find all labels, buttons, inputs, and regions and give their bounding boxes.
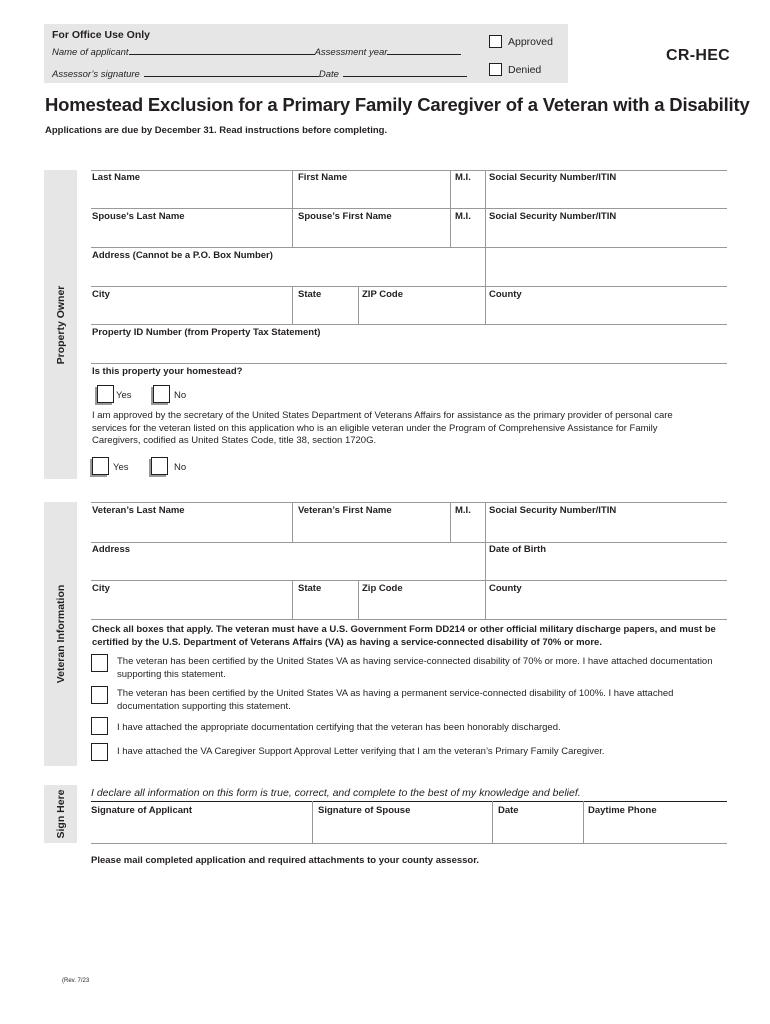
office-signature-line — [52, 67, 467, 80]
veteran-row1-top-rule — [91, 502, 727, 503]
declaration-statement: I declare all information on this form is true, correct, and complete to the best of my knowledge and belief. — [91, 787, 581, 799]
signature-date-label: Date — [498, 805, 519, 816]
owner-row2-top-rule — [91, 208, 727, 209]
veteran-row3-divider — [358, 580, 359, 619]
veteran-zip-code-label: Zip Code — [362, 583, 403, 594]
spouse-ssn-label: Social Security Number/ITIN — [489, 211, 617, 222]
owner-row1-divider — [292, 170, 293, 208]
caregiver-approval-paragraph: I am approved by the secretary of the United States Department of Veterans Affairs for assistance as the primary provider of personal care services for the veteran listed on this application who is an eligible veteran under the Program of Comprehensive Assistance for Family Caregivers, codified as United States Code, title 38, section 1720G. — [92, 410, 673, 446]
owner-row3-top-rule — [91, 247, 727, 248]
homestead-no-checkbox[interactable] — [153, 385, 170, 403]
assessor-signature-label: Assessor’s signature — [52, 69, 140, 80]
disability-100-option: The veteran has been certified by the United States VA as having a permanent service-connected disability of 100%. I have attached documentation supporting this statement. — [117, 688, 674, 712]
veteran-row3-top-rule — [91, 580, 727, 581]
owner-row4-divider — [292, 286, 293, 324]
owner-row4-top-rule — [91, 286, 727, 287]
veteran-row3-divider — [485, 580, 486, 619]
spouse-signature-label: Signature of Spouse — [318, 805, 411, 816]
spouse-first-name-label: Spouse’s First Name — [298, 211, 392, 222]
assessor-signature-field[interactable] — [144, 67, 319, 77]
approved-checkbox[interactable] — [489, 35, 502, 48]
applicant-signature-label: Signature of Applicant — [91, 805, 192, 816]
homestead-no-label: No — [174, 390, 187, 401]
owner-row2-divider — [450, 208, 451, 248]
caregiver-letter-option: I have attached the VA Caregiver Support Approval Letter verifying that I am the veteran’s Primary Family Caregiver. — [117, 746, 605, 757]
office-date-label: Date — [318, 69, 339, 80]
veteran-row1-divider — [450, 502, 451, 542]
form-code: CR-HEC — [666, 47, 731, 64]
county-label: County — [489, 289, 522, 300]
address-label: Address (Cannot be a P.O. Box Number) — [92, 250, 273, 261]
veteran-last-name-label: Veteran’s Last Name — [92, 505, 185, 516]
veteran-county-label: County — [489, 583, 522, 594]
owner-row4-divider — [358, 286, 359, 324]
state-label: State — [298, 289, 322, 300]
office-name-line — [52, 45, 461, 58]
veteran-section-label: Veteran Information — [54, 584, 67, 684]
denied-label: Denied — [508, 64, 542, 76]
homestead-top-rule — [91, 363, 727, 364]
signature-divider — [492, 801, 493, 843]
veteran-instructions: Check all boxes that apply. The veteran must have a U.S. Government Form DD214 or other official military discharge papers, and must be certified by the U.S. Department of Veterans Affairs (VA) as having a service-connected disability of 70% or more. — [92, 624, 716, 648]
signature-divider — [583, 801, 584, 843]
spouse-middle-initial-label: M.I. — [455, 211, 471, 222]
caregiver-yes-label: Yes — [113, 462, 129, 473]
veteran-state-label: State — [298, 583, 322, 594]
veteran-row2-divider — [485, 542, 486, 580]
owner-row1-top-rule — [91, 170, 727, 171]
owner-row5-top-rule — [91, 324, 727, 325]
date-of-birth-label: Date of Birth — [489, 544, 546, 555]
office-use-title: For Office Use Only — [52, 29, 151, 41]
property-owner-section-label: Property Owner — [54, 285, 67, 364]
assessment-year-field[interactable] — [387, 45, 461, 55]
owner-row1-divider — [485, 170, 486, 208]
owner-row2-divider — [485, 208, 486, 248]
page-subtitle: Applications are due by December 31. Read instructions before completing. — [45, 125, 388, 136]
veteran-sidebar — [44, 502, 77, 766]
veteran-ssn-label: Social Security Number/ITIN — [489, 505, 617, 516]
caregiver-letter-checkbox[interactable] — [91, 743, 108, 761]
zip-code-label: ZIP Code — [362, 289, 403, 300]
veteran-row2-top-rule — [91, 542, 727, 543]
veteran-row3-bottom-rule — [91, 619, 727, 620]
last-name-label: Last Name — [92, 172, 141, 183]
owner-row3-divider — [485, 247, 486, 286]
city-label: City — [92, 289, 110, 300]
veteran-first-name-label: Veteran’s First Name — [298, 505, 392, 516]
caregiver-yes-checkbox[interactable] — [92, 457, 109, 475]
veteran-address-label: Address — [92, 544, 131, 555]
ssn-label: Social Security Number/ITIN — [489, 172, 617, 183]
signature-divider — [312, 801, 313, 843]
name-of-applicant-label: Name of applicant — [52, 47, 129, 58]
sign-here-section-label: Sign Here — [54, 789, 67, 839]
approved-label: Approved — [508, 36, 553, 48]
caregiver-no-label: No — [174, 462, 187, 473]
owner-row1-divider — [450, 170, 451, 208]
homestead-question: Is this property your homestead? — [92, 366, 243, 377]
revision-note: (Rev. 7/23 — [62, 978, 90, 984]
denied-checkbox[interactable] — [489, 63, 502, 76]
veteran-row3-divider — [292, 580, 293, 619]
honorable-discharge-option: I have attached the appropriate documentation certifying that the veteran has been honorably discharged. — [117, 722, 561, 733]
disability-100-checkbox[interactable] — [91, 686, 108, 704]
spouse-last-name-label: Spouse’s Last Name — [92, 211, 185, 222]
veteran-row1-divider — [485, 502, 486, 542]
property-owner-sidebar — [44, 170, 77, 479]
signature-bottom-rule — [91, 843, 727, 844]
disability-70-checkbox[interactable] — [91, 654, 108, 672]
veteran-city-label: City — [92, 583, 110, 594]
homestead-yes-checkbox[interactable] — [97, 385, 114, 403]
daytime-phone-label: Daytime Phone — [588, 805, 657, 816]
disability-70-option: The veteran has been certified by the United States VA as having service-connected disability of 70% or more. I have attached documentation supporting this statement. — [117, 656, 713, 680]
name-of-applicant-field[interactable] — [129, 45, 315, 55]
honorable-discharge-checkbox[interactable] — [91, 717, 108, 735]
sign-here-sidebar — [44, 785, 77, 843]
veteran-row1-divider — [292, 502, 293, 542]
middle-initial-label: M.I. — [455, 172, 471, 183]
mail-instructions: Please mail completed application and required attachments to your county assessor. — [91, 855, 480, 866]
first-name-label: First Name — [298, 172, 348, 183]
signature-top-rule — [91, 801, 727, 802]
page-title: Homestead Exclusion for a Primary Family Caregiver of a Veteran with a Disability — [45, 94, 750, 115]
owner-row2-divider — [292, 208, 293, 248]
caregiver-no-checkbox[interactable] — [151, 457, 168, 475]
veteran-middle-initial-label: M.I. — [455, 505, 471, 516]
assessment-year-label: Assessment year — [314, 47, 388, 58]
office-date-field[interactable] — [343, 67, 467, 77]
homestead-yes-label: Yes — [116, 390, 132, 401]
owner-row4-divider — [485, 286, 486, 324]
property-id-label: Property ID Number (from Property Tax Statement) — [92, 327, 321, 338]
